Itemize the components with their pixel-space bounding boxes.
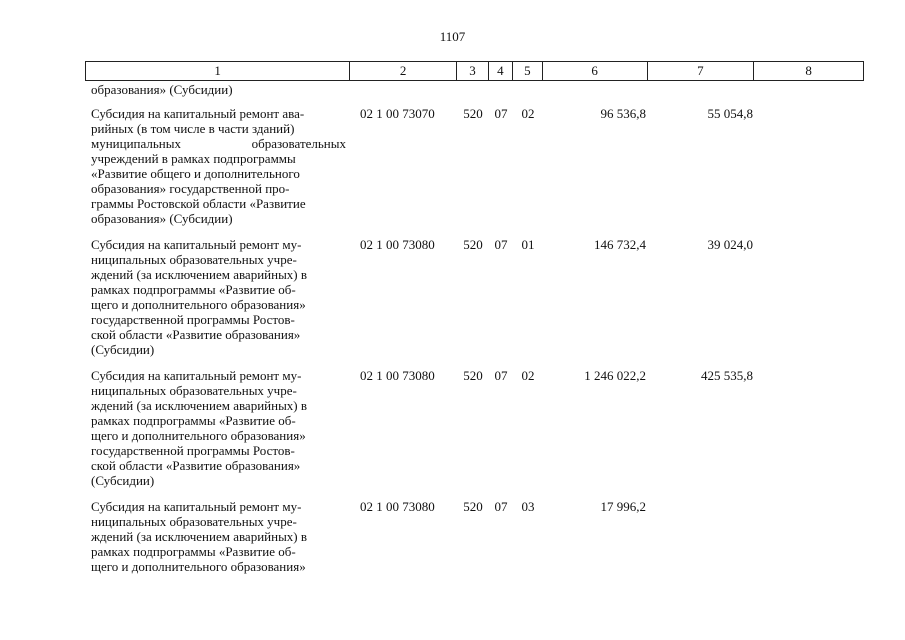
subsection-code: 02: [521, 106, 535, 121]
amount-col-7: 55 054,8: [707, 106, 753, 121]
amount-col-6: 1 246 022,2: [584, 368, 646, 383]
subsection-code: 03: [521, 499, 535, 514]
row-description: [85, 237, 350, 357]
description-line: щего и дополнительного образования»: [91, 297, 306, 312]
amount-col-7: 425 535,8: [701, 368, 753, 383]
classification-code: 02 1 00 73080: [360, 499, 435, 514]
page-number: 1107: [439, 29, 466, 44]
description-line: рамках подпрограммы «Развитие об-: [91, 544, 296, 559]
description-line: муниципальных образовательных: [91, 136, 346, 151]
description-line: «Развитие общего и дополнительного: [91, 166, 300, 181]
expense-type: 520: [463, 106, 483, 121]
row-description: [85, 499, 350, 574]
classification-code: 02 1 00 73080: [360, 368, 435, 383]
description-line: ской области «Развитие образования»: [91, 327, 301, 342]
table-row: [85, 106, 864, 226]
header-col-1: 1: [86, 62, 350, 80]
table-header-row: [85, 61, 864, 81]
row-description: [85, 82, 350, 97]
description-line: Субсидия на капитальный ремонт ава-: [91, 106, 305, 121]
description-line: ждений (за исключением аварийных) в: [91, 529, 308, 544]
amount-col-6: 96 536,8: [600, 106, 646, 121]
header-col-8: 8: [805, 63, 812, 78]
section-code: 07: [494, 499, 508, 514]
description-line: ждений (за исключением аварийных) в: [91, 267, 308, 282]
subsection-code: 01: [521, 237, 535, 252]
table-body: [85, 82, 864, 574]
table-row: [85, 499, 864, 574]
amount-col-6: 146 732,4: [594, 237, 646, 252]
section-code: 07: [494, 237, 508, 252]
section-code: 07: [494, 106, 508, 121]
expense-type: 520: [463, 499, 483, 514]
classification-code: 02 1 00 73080: [360, 237, 435, 252]
header-col-7: 7: [648, 62, 755, 80]
description-line: Субсидия на капитальный ремонт му-: [91, 368, 302, 383]
header-col-4: 4: [489, 62, 513, 80]
description-line: щего и дополнительного образования»: [91, 428, 306, 443]
description-line: (Субсидии): [91, 473, 155, 488]
row-description: [85, 368, 350, 488]
description-line: ской области «Развитие образования»: [91, 458, 301, 473]
description-line: учреждений в рамках подпрограммы: [91, 151, 296, 166]
description-line: образования» (Субсидии): [91, 82, 233, 97]
description-line: ниципальных образовательных учре-: [91, 252, 297, 267]
table-row: [85, 368, 864, 488]
classification-code: 02 1 00 73070: [360, 106, 435, 121]
subsection-code: 02: [521, 368, 535, 383]
description-line: Субсидия на капитальный ремонт му-: [91, 499, 302, 514]
table-row: [85, 237, 864, 357]
header-col-5: 5: [513, 62, 543, 80]
description-line: граммы Ростовской области «Развитие: [91, 196, 306, 211]
amount-col-6: 17 996,2: [600, 499, 646, 514]
description-line: образования» (Субсидии): [91, 211, 233, 226]
header-col-3: 3: [457, 62, 489, 80]
description-line: рийных (в том числе в части зданий): [91, 121, 295, 136]
header-col-2: 2: [350, 62, 457, 80]
description-line: образования» государственной про-: [91, 181, 290, 196]
section-code: 07: [494, 368, 508, 383]
description-line: ниципальных образовательных учре-: [91, 383, 297, 398]
description-line: государственной программы Ростов-: [91, 443, 295, 458]
table-row: [85, 82, 864, 97]
description-line: государственной программы Ростов-: [91, 312, 295, 327]
header-col-6: 6: [543, 62, 648, 80]
description-line: ждений (за исключением аварийных) в: [91, 398, 308, 413]
expense-type: 520: [463, 237, 483, 252]
row-description: [85, 106, 350, 226]
description-line: Субсидия на капитальный ремонт му-: [91, 237, 302, 252]
description-line: рамках подпрограммы «Развитие об-: [91, 413, 296, 428]
expense-type: 520: [463, 368, 483, 383]
description-line: (Субсидии): [91, 342, 155, 357]
description-line: щего и дополнительного образования»: [91, 559, 306, 574]
description-line: ниципальных образовательных учре-: [91, 514, 297, 529]
description-line: рамках подпрограммы «Развитие об-: [91, 282, 296, 297]
amount-col-7: 39 024,0: [707, 237, 753, 252]
